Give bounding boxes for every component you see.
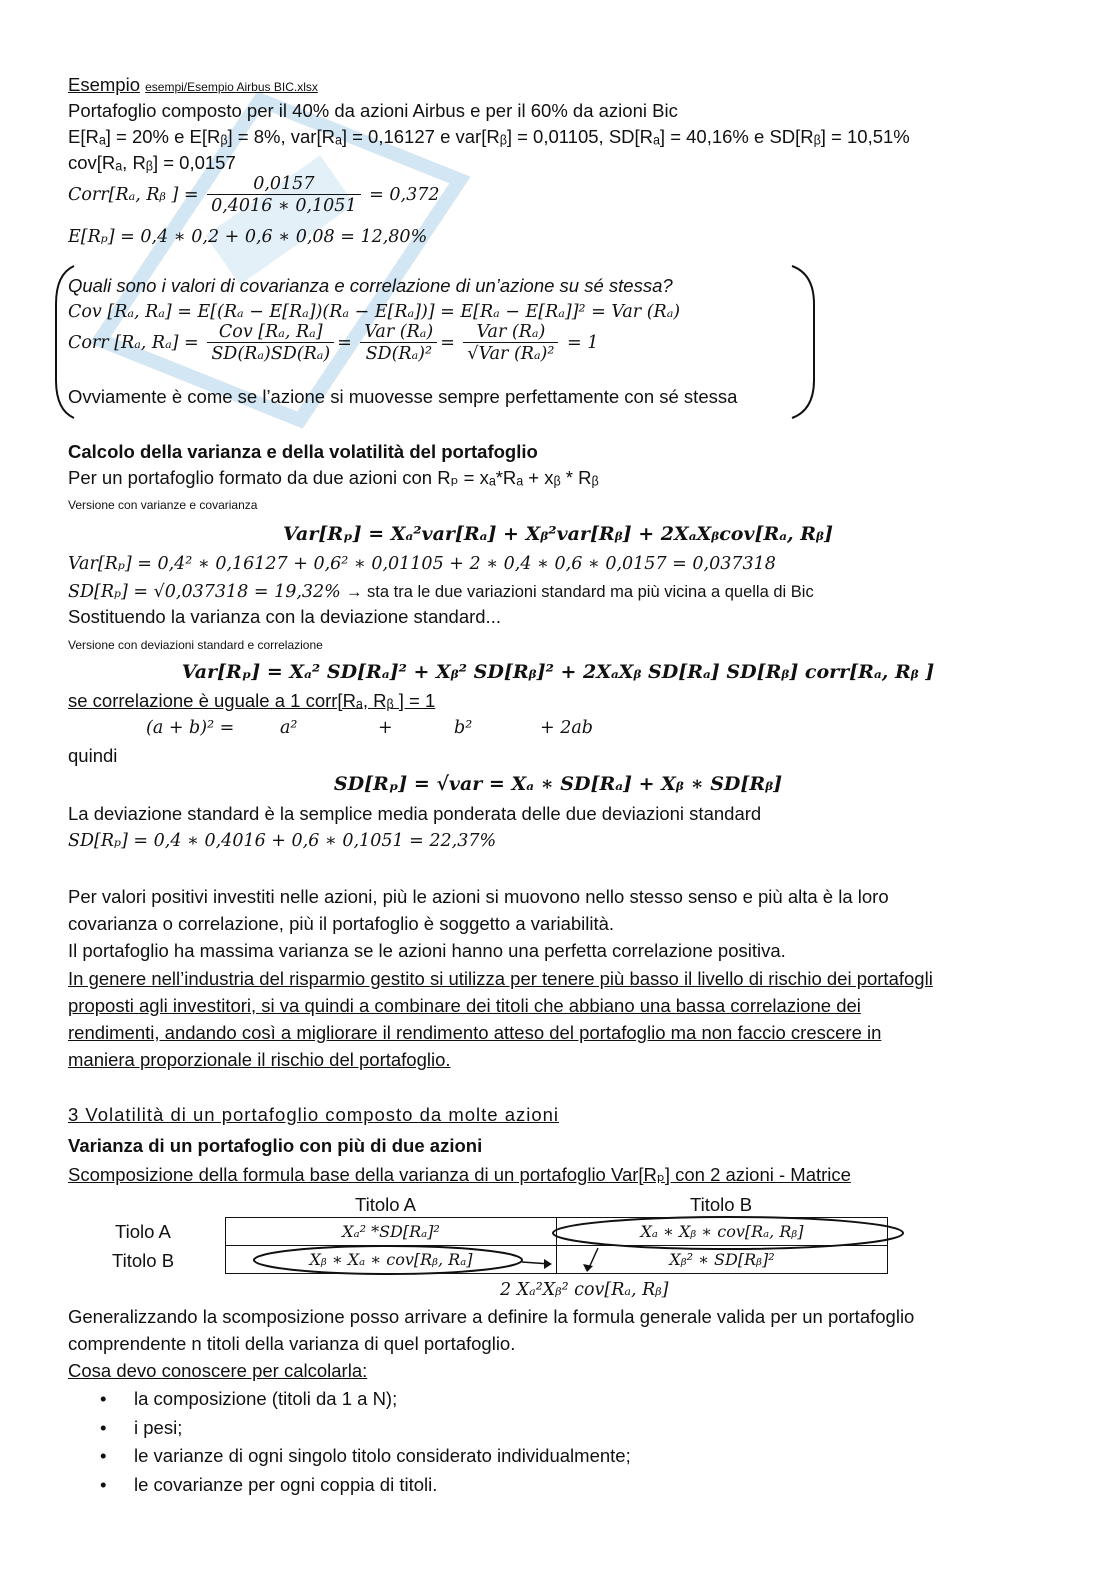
corr-fraction bbox=[207, 174, 361, 217]
example-cov: cov[Rₐ, Rᵦ] = 0,0157 bbox=[68, 152, 236, 173]
para-3c: rendimenti, andando così a migliorare il rendimento atteso del portafoglio ma non faccio crescere in bbox=[68, 1022, 882, 1043]
box-frac-3 bbox=[463, 322, 558, 365]
box-corr-line: Corr [Rₐ, Rₐ] = $\frac{\text{Cov [Rₐ, Rₐ]}}{\text{SD(Rₐ)SD(Rₐ)}}$ = $\frac{\text{Var (Rₐ)}}{\text{SD(Rₐ)²}}$ = $\frac{\text{Var (Rₐ)}}{\text{√Var (Rₐ)²}}$ = 1 bbox=[68, 322, 599, 364]
section3-need: Cosa devo conoscere per calcolarla: bbox=[68, 1360, 368, 1381]
list-item: • le varianze di ogni singolo titolo considerato individualmente; bbox=[68, 1442, 631, 1471]
box-frac-3-num: Var (Rₐ) bbox=[463, 322, 558, 343]
para-3a: In genere nell’industria del risparmio gestito si utilizza per tenere più basso il livello di rischio dei portafogli bbox=[68, 968, 933, 989]
list-item: • la composizione (titoli da 1 a N); bbox=[68, 1385, 631, 1414]
binom-lhs: (a + b)² = bbox=[146, 718, 235, 738]
example-heading bbox=[68, 72, 318, 100]
box-frac-2-num: Var (Rₐ) bbox=[360, 322, 437, 343]
calc-sd-formula: SD[Rₚ] = √var = Xₐ ∗ SD[Rₐ] + Xᵦ ∗ SD[Rᵦ] bbox=[333, 773, 783, 795]
corr-denominator: 0,4016 ∗ 0,1051 bbox=[211, 196, 357, 216]
box-frac-1-den: SD(Rₐ)SD(Rₐ) bbox=[211, 344, 331, 364]
binom-2ab: + 2ab bbox=[540, 718, 593, 738]
calc-sd-weighted: La deviazione standard è la semplice media ponderata delle due deviazioni standard bbox=[68, 803, 762, 824]
para-2: Il portafoglio ha massima varianza se le azioni hanno una perfetta correlazione positiva. bbox=[68, 940, 786, 961]
box-frac-1 bbox=[207, 322, 334, 365]
calc-if-corr: se correlazione è uguale a 1 corr[Rₐ, Rᵦ ] = 1 bbox=[68, 690, 436, 711]
corr-numerator: 0,0157 bbox=[207, 174, 361, 195]
calc-quindi: quindi bbox=[68, 745, 118, 766]
calc-v1-label: Versione con varianze e covarianza bbox=[68, 498, 258, 512]
box-frac-1-num: Cov [Rₐ, Rₐ] bbox=[207, 322, 334, 343]
matrix-col-b: Titolo B bbox=[690, 1194, 753, 1215]
calc-sd-calc2: SD[Rₚ] = 0,4 ∗ 0,4016 + 0,6 ∗ 0,1051 = 22,37% bbox=[68, 831, 497, 851]
matrix-row-a: Tiolo A bbox=[115, 1221, 171, 1242]
matrix-sum: 2 Xₐ²Xᵦ² cov[Rₐ, Rᵦ] bbox=[500, 1280, 669, 1300]
example-file-link[interactable]: esempi/Esempio Airbus BIC.xlsx bbox=[145, 80, 318, 94]
calc-v2-formula: Var[Rₚ] = Xₐ² SD[Rₐ]² + Xᵦ² SD[Rᵦ]² + 2XₐXᵦ SD[Rₐ] SD[Rᵦ] corr[Rₐ, Rᵦ ] bbox=[181, 661, 935, 683]
matrix-cell-bb: Xᵦ² ∗ SD[Rᵦ]² bbox=[557, 1246, 888, 1274]
box-corr-lhs: Corr [Rₐ, Rₐ] = bbox=[68, 333, 199, 353]
corr-lhs: Corr[Rₐ, Rᵦ ] = bbox=[68, 185, 199, 205]
binom-b: b² bbox=[454, 718, 473, 738]
binom-plus: + bbox=[378, 718, 393, 738]
calc-sd-calc: SD[Rₚ] = √0,037318 = 19,32% bbox=[68, 582, 341, 602]
para-1a: Per valori positivi investiti nelle azioni, più le azioni si muovono nello stesso senso e più alta è la loro bbox=[68, 886, 889, 907]
section3-title: 3 Volatilità di un portafoglio composto da molte azioni bbox=[68, 1104, 560, 1125]
calc-sd-line bbox=[68, 578, 814, 605]
section3-decomp: Scomposizione della formula base della varianza di un portafoglio Var[Rₚ] con 2 azioni - Matrice bbox=[68, 1164, 851, 1185]
calc-v2-label: Versione con deviazioni standard e correlazione bbox=[68, 638, 323, 652]
example-stats: E[Rₐ] = 20% e E[Rᵦ] = 8%, var[Rₐ] = 0,16127 e var[Rᵦ] = 0,01105, SD[Rₐ] = 40,16% e SD[Rᵦ] = 10,51% bbox=[68, 126, 910, 147]
example-erp: E[Rₚ] = 0,4 ∗ 0,2 + 0,6 ∗ 0,08 = 12,80% bbox=[68, 227, 428, 247]
corr-result: = 0,372 bbox=[369, 185, 440, 205]
matrix-cell-ab: Xₐ ∗ Xᵦ ∗ cov[Rₐ, Rᵦ] bbox=[557, 1218, 888, 1246]
box-corr-result: = 1 bbox=[566, 333, 599, 353]
section3-general-a: Generalizzando la scomposizione posso arrivare a definire la formula generale valida per un portafoglio bbox=[68, 1306, 915, 1327]
section3-general-b: comprendente n titoli della varianza di quel portafoglio. bbox=[68, 1333, 516, 1354]
calc-sd-note: → sta tra le due variazioni standard ma più vicina a quella di Bic bbox=[345, 583, 814, 601]
box-conclusion: Ovviamente è come se l’azione si muovesse sempre perfettamente con sé stessa bbox=[68, 386, 738, 407]
para-1b: covarianza o correlazione, più il portafoglio è soggetto a variabilità. bbox=[68, 913, 615, 934]
matrix-cell-aa: Xₐ² *SD[Rₐ]² bbox=[226, 1218, 557, 1246]
requirements-list bbox=[68, 1385, 631, 1499]
binom-a: a² bbox=[280, 718, 298, 738]
list-item: • le covarianze per ogni coppia di titoli. bbox=[68, 1471, 631, 1500]
example-title: Esempio bbox=[68, 74, 140, 95]
calc-heading: Calcolo della varianza e della volatilità del portafoglio bbox=[68, 441, 538, 462]
para-3d: maniera proporzionale il rischio del portafoglio. bbox=[68, 1049, 451, 1070]
calc-v1-formula: Var[Rₚ] = Xₐ²var[Rₐ] + Xᵦ²var[Rᵦ] + 2XₐXᵦcov[Rₐ, Rᵦ] bbox=[283, 523, 833, 545]
example-corr bbox=[68, 174, 440, 217]
matrix-cell-ba: Xᵦ ∗ Xₐ ∗ cov[Rᵦ, Rₐ] bbox=[226, 1246, 557, 1274]
matrix-row-b: Titolo B bbox=[112, 1250, 175, 1271]
box-frac-3-den: √Var (Rₐ)² bbox=[467, 344, 555, 364]
calc-substitute: Sostituendo la varianza con la deviazione standard... bbox=[68, 606, 501, 627]
section3-subtitle: Varianza di un portafoglio con più di due azioni bbox=[68, 1135, 483, 1156]
calc-v1-calc: Var[Rₚ] = 0,4² ∗ 0,16127 + 0,6² ∗ 0,01105 + 2 ∗ 0,4 ∗ 0,6 ∗ 0,0157 = 0,037318 bbox=[68, 554, 776, 574]
list-item: • i pesi; bbox=[68, 1414, 631, 1443]
box-frac-2 bbox=[360, 322, 437, 365]
matrix-col-a: Titolo A bbox=[355, 1194, 417, 1215]
box-frac-2-den: SD(Rₐ)² bbox=[365, 344, 432, 364]
box-question: Quali sono i valori di covarianza e correlazione di un’azione su sé stessa? bbox=[68, 275, 673, 296]
calc-intro: Per un portafoglio formato da due azioni con Rₚ = xₐ*Rₐ + xᵦ * Rᵦ bbox=[68, 467, 599, 488]
para-3b: proposti agli investitori, si va quindi a combinare dei titoli che abbiano una bassa correlazione dei bbox=[68, 995, 861, 1016]
box-cov-line: Cov [Rₐ, Rₐ] = E[(Rₐ − E[Rₐ])(Rₐ − E[Rₐ])] = E[Rₐ − E[Rₐ]]² = Var (Rₐ) bbox=[68, 302, 681, 322]
matrix-annotations bbox=[250, 1212, 920, 1282]
example-portfolio: Portafoglio composto per il 40% da azioni Airbus e per il 60% da azioni Bic bbox=[68, 100, 678, 121]
